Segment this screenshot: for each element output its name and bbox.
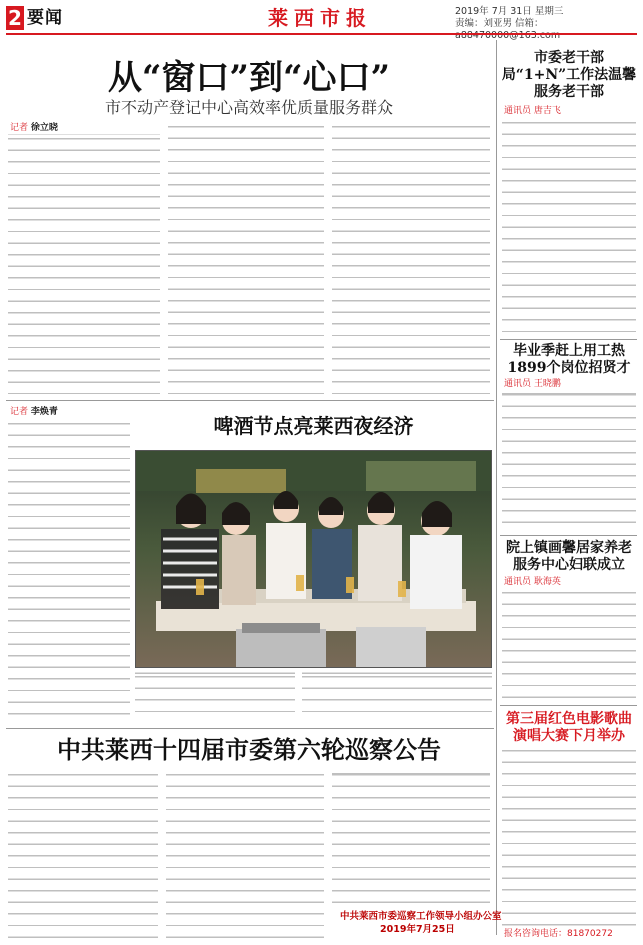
lead-column-1 (8, 134, 160, 394)
issue-date: 2019年 7月 31日 星期三 (455, 6, 564, 17)
story4-body (502, 746, 636, 928)
story3-byline: 通讯员 耿海英 (504, 577, 561, 587)
beer-festival-photo (135, 450, 492, 668)
beer-body-bottom-2 (302, 672, 492, 722)
announcement-headline: 中共莱西十四届市委第六轮巡察公告 (57, 735, 441, 764)
page-number: 2 (6, 6, 24, 30)
column-divider (496, 40, 497, 935)
story3-body (502, 588, 636, 700)
announcement-column-2 (166, 770, 324, 938)
lead-subheadline: 市不动产登记中心高效率优质量服务群众 (104, 98, 393, 117)
story3-headline: 院上镇画馨居家养老服务中心妇联成立 (506, 540, 632, 573)
lead-headline: 从“窗口”到“心口” (107, 58, 391, 98)
announcement-column-3 (332, 770, 490, 910)
story2-rule (500, 535, 637, 536)
story1-byline: 通讯员 唐吉飞 (504, 106, 561, 116)
lead-column-2 (168, 122, 324, 394)
beer-bottom-rule (6, 728, 494, 729)
story2-body (502, 390, 636, 530)
announcement-signature: 中共莱西市委巡察工作领导小组办公室 (340, 911, 502, 922)
editor-info: 责编：刘亚男 信箱：a88470000@163.com (455, 18, 561, 41)
beer-byline-label: 记者 (10, 407, 29, 417)
lead-column-3 (332, 122, 490, 394)
beer-byline-name: 李焕青 (30, 407, 58, 417)
beer-byline (10, 407, 58, 418)
section-name: 要闻 (27, 8, 63, 28)
lead-byline (10, 123, 58, 134)
story2-byline: 通讯员 王晓鹏 (504, 379, 561, 389)
story1-rule (500, 339, 637, 340)
story1-body (502, 118, 636, 336)
beer-festival-photo-image (136, 451, 492, 668)
lead-byline-label: 记者 (10, 123, 29, 133)
lead-bottom-rule (6, 400, 494, 401)
story1-headline: 市委老干部局“1+N”工作法温馨服务老干部 (501, 50, 637, 100)
announcement-column-1 (8, 770, 158, 938)
beer-body-bottom-1 (135, 672, 295, 722)
story2-headline: 毕业季赶上用工热1899个岗位招贤才 (507, 343, 631, 376)
story3-rule (500, 705, 637, 706)
lead-byline-name: 徐立晓 (30, 123, 58, 133)
beer-body-left (8, 419, 130, 719)
beer-headline: 啤酒节点亮莱西夜经济 (213, 414, 414, 438)
announcement-date: 2019年7月25日 (380, 924, 455, 935)
story4-contact: 报名咨询电话：81870272 (504, 929, 613, 939)
paper-name: 莱西市报 (268, 6, 372, 30)
story4-headline: 第三届红色电影歌曲演唱大赛下月举办 (506, 711, 632, 744)
masthead-rule (6, 33, 637, 35)
